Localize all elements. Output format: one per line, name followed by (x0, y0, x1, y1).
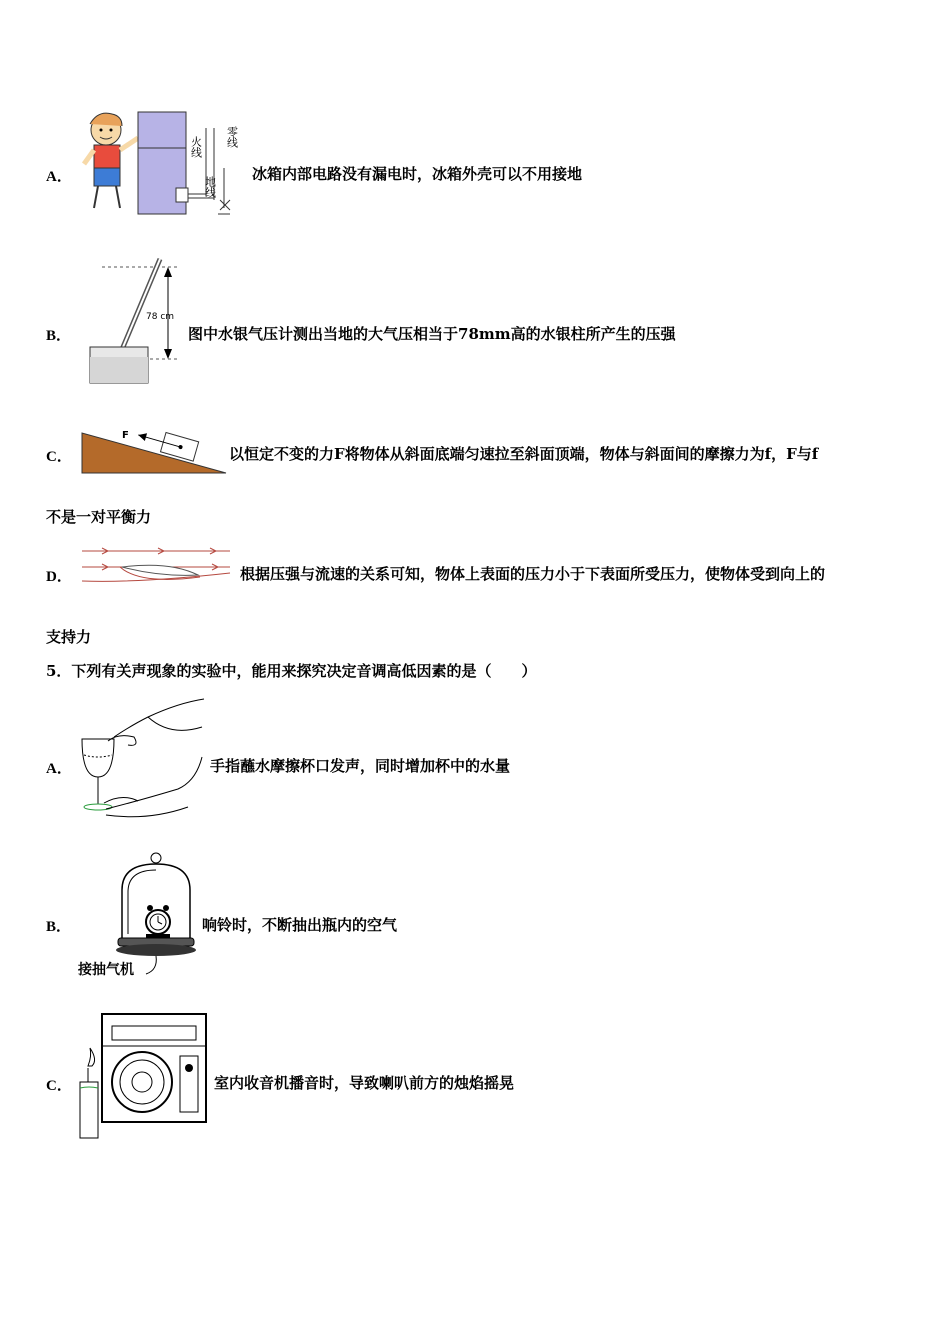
height-label: 78 cm (146, 312, 175, 322)
option-d-text: 根据压强与流速的关系可知，物体上表面的压力小于下表面所受压力，使物体受到向上的 (240, 565, 826, 583)
live-wire-label: 火线 (189, 136, 203, 158)
barometer-figure (80, 255, 190, 394)
force-label: F (122, 430, 129, 441)
option-d-label: D． (46, 569, 72, 585)
radio-candle-figure (76, 1008, 211, 1147)
q5-option-c-text: 室内收音机播音时，导致喇叭前方的烛焰摇晃 (214, 1074, 515, 1092)
q5-option-a-text: 手指蘸水摩擦杯口发声，同时增加杯中的水量 (210, 757, 511, 775)
q5-option-a-label: A． (46, 761, 72, 777)
incline-figure (80, 425, 228, 481)
ground-wire-label: 地线 (203, 176, 217, 198)
q5-option-c-label: C． (46, 1078, 72, 1094)
option-a-label: A． (46, 169, 72, 185)
neutral-wire-label: 零线 (225, 126, 239, 148)
question-5-stem: 5．下列有关声现象的实验中，能用来探究决定音调高低因素的是（ ） (46, 662, 537, 680)
option-d-text-continued: 支持力 (46, 628, 92, 646)
vacuum-pump-label: 接抽气机 (78, 962, 134, 978)
q5-option-b-text: 响铃时，不断抽出瓶内的空气 (202, 916, 398, 934)
option-b-text: 图中水银气压计测出当地的大气压相当于78mm高的水银柱所产生的压强 (188, 325, 676, 343)
option-c-text: 以恒定不变的力F将物体从斜面底端匀速拉至斜面顶端，物体与斜面间的摩擦力为f，F与f (229, 445, 819, 463)
option-b-label: B． (46, 328, 72, 344)
q5-option-b-label: B． (46, 919, 72, 935)
option-c-text-continued: 不是一对平衡力 (46, 508, 152, 526)
airflow-figure (80, 545, 235, 591)
bell-jar-figure (76, 850, 201, 989)
wine-glass-figure (78, 697, 208, 831)
option-c-label: C． (46, 449, 72, 465)
option-a-text: 冰箱内部电路没有漏电时，冰箱外壳可以不用接地 (252, 165, 583, 183)
fridge-grounding-figure (78, 108, 248, 222)
